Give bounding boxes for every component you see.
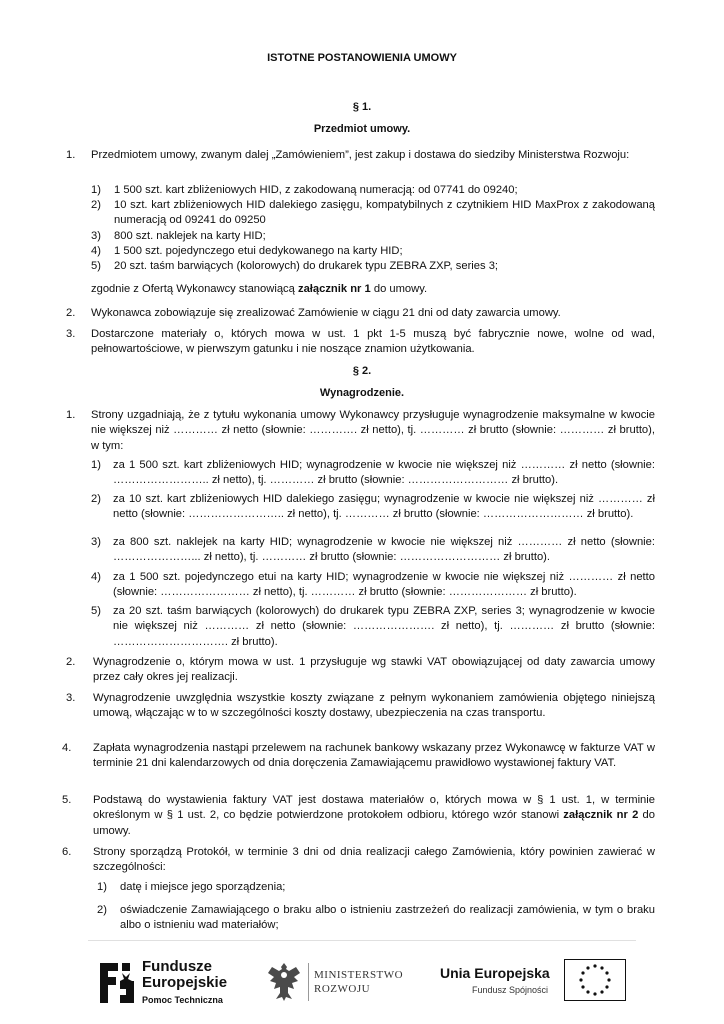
s1-p3-number: 3.	[66, 328, 76, 340]
s1-p2-number: 2.	[66, 307, 76, 319]
eu-flag-icon	[564, 959, 626, 1001]
s2-item-1-text: za 1 500 szt. kart zbliżeniowych HID; wynagrodzenie w kwocie nie większej niż ………… zł netto (słownie: …………………….. zł netto), tj. ………… zł brutto (słownie: ……………………… zł brutto).	[113, 459, 655, 487]
s2-p5-text	[93, 793, 655, 839]
s2-p6-number: 6.	[62, 846, 72, 858]
s2-item-5-text: za 20 szt. taśm barwiących (kolorowych) do drukarek typu ZEBRA ZXP, series 3; wynagrodzenie w kwocie nie większej niż ………… zł netto (słownie: …………………. zł netto), tj. ………… zł brutto (słownie: …………………………. zł brutto).	[113, 605, 655, 648]
s2-item-4-number: 4)	[91, 571, 101, 583]
footer-logos	[88, 940, 636, 1021]
s1-p3-text: Dostarczone materiały o, których mowa w ust. 1 pkt 1-5 muszą być fabrycznie nowe, wolne od wad, pełnowartościowe, w pierwszym gatunku i nie noszące znamion użytkowania.	[91, 328, 655, 356]
s1-item-3-number: 3)	[91, 230, 101, 242]
unia-europejska-logo	[440, 959, 630, 1011]
s1-p2-text: Wykonawca zobowiązuje się zrealizować Zamówienie w ciągu 21 dni od daty zawarcia umowy.	[91, 307, 561, 319]
s1-p1-number: 1.	[66, 149, 76, 161]
mr-line-1: MINISTERSTWO	[314, 969, 404, 981]
ue-line-2: Fundusz Spójności	[472, 985, 549, 995]
s2-item-4-text: za 1 500 szt. pojedynczego etui na karty HID; wynagrodzenie w kwocie nie większej niż ………… zł netto (słownie: …………………… zł netto), tj. ………… zł brutto (słownie: ………………… zł brutto).	[113, 571, 655, 599]
s2-p5-text-c: do umowy.	[93, 809, 655, 837]
s2-p3-number: 3.	[66, 692, 76, 704]
s2-p6-item-1-text: datę i miejsce jego sporządzenia;	[120, 881, 286, 893]
s1-item-2-text: 10 szt. kart zbliżeniowych HID dalekiego zasięgu, kompatybilnych z czytnikiem HID MaxProx z zakodowaną numeracją od 09241 do 09250	[114, 199, 655, 227]
fe-line-2: Europejskie	[142, 974, 228, 991]
s1-item-1-text: 1 500 szt. kart zbliżeniowych HID, z zakodowaną numeracją: od 07741 do 09240;	[114, 184, 518, 196]
s1-offer-reference	[91, 282, 655, 297]
ue-line-1: Unia Europejska	[440, 965, 550, 981]
s1-item-4-number: 4)	[91, 245, 101, 257]
s2-p6-item-2-number: 2)	[97, 904, 107, 916]
mr-line-2: ROZWOJU	[314, 983, 371, 995]
document-title: ISTOTNE POSTANOWIENIA UMOWY	[267, 52, 457, 64]
s2-p1-number: 1.	[66, 409, 76, 421]
s2-p2-text: Wynagrodzenie o, którym mowa w ust. 1 przysługuje wg stawki VAT obowiązującej od daty zawarcia umowy przez cały okres jej realizacji.	[93, 656, 655, 684]
s1-item-2-number: 2)	[91, 199, 101, 211]
s1-item-3-text: 800 szt. naklejek na karty HID;	[114, 230, 266, 242]
s2-p5-text-a: Podstawą do wystawienia faktury VAT jest dostawa materiałów o, których mowa w § 1 ust. 1, w terminie określonym w § 1 ust. 2, co będzie potwierdzone protokołem odbioru, którego wzór stanowi	[93, 794, 655, 822]
s2-p3-text: Wynagrodzenie uwzględnia wszystkie koszty związane z pełnym wykonaniem zamówienia objętego niniejszą umową, włączając w to w szczególności koszty dostawy, ubezpieczenia na czas transportu.	[93, 692, 655, 720]
s2-p6-item-1-number: 1)	[97, 881, 107, 893]
s2-p4-text: Zapłata wynagrodzenia nastąpi przelewem na rachunek bankowy wskazany przez Wykonawcę w fakturze VAT w terminie 21 dni kalendarzowych od dnia doręczenia Zamawiającemu prawidłowo wystawionej faktury VAT.	[93, 742, 655, 770]
s2-p6-item-2-text: oświadczenie Zamawiającego o braku albo o istnieniu zastrzeżeń do realizacji zamówienia, w tym o braku albo o istnieniu wad materiałów;	[120, 904, 655, 932]
ministry-divider	[308, 963, 309, 1001]
section-1-subtitle: Przedmiot umowy.	[313, 123, 411, 135]
s2-p6-text: Strony sporządzą Protokół, w terminie 3 dni od dnia realizacji całego Zamówienia, który powinien zawierać w szczególności:	[93, 846, 655, 874]
s2-item-5-number: 5)	[91, 605, 101, 617]
fe-line-3: Pomoc Techniczna	[142, 995, 223, 1005]
fundusze-europejskie-icon	[96, 959, 136, 1007]
eagle-emblem-icon	[266, 961, 302, 1003]
s2-p1-text: Strony uzgadniają, że z tytułu wykonania umowy Wykonawcy przysługuje wynagrodzenie maksymalne w kwocie nie większej niż ………… zł netto (słownie: …………. zł netto), tj. ………… zł brutto (słownie: ………… zł brutto), w tym:	[91, 409, 655, 452]
s2-item-2-number: 2)	[91, 493, 101, 505]
s1-item-5-number: 5)	[91, 260, 101, 272]
ministerstwo-rozwoju-logo	[266, 955, 416, 1011]
s1-offer-text-a: zgodnie z Ofertą Wykonawcy stanowiącą	[91, 283, 298, 295]
s1-offer-text-c: do umowy.	[370, 283, 428, 295]
s2-item-1-number: 1)	[91, 459, 101, 471]
s1-item-4-text: 1 500 szt. pojedynczego etui dedykowanego na karty HID;	[114, 245, 403, 257]
s2-item-2-text: za 10 szt. kart zbliżeniowych HID dalekiego zasięgu; wynagrodzenie w kwocie nie większej niż ………… zł netto (słownie: …………………….. zł netto), tj. ………… zł brutto (słownie: ……………………… zł brutto).	[113, 493, 655, 521]
section-1-heading: § 1.	[352, 101, 372, 113]
fe-line-1: Fundusze	[142, 958, 212, 975]
s1-attachment-1-ref: załącznik nr 1	[297, 283, 371, 295]
s1-item-1-number: 1)	[91, 184, 101, 196]
s2-attachment-2-ref: załącznik nr 2	[563, 809, 639, 822]
s2-p2-number: 2.	[66, 656, 76, 668]
s2-item-3-text: za 800 szt. naklejek na karty HID; wynagrodzenie w kwocie nie większej niż ………… zł netto (słownie: …………………... zł netto), tj. ………… zł brutto (słownie: ……………………… zł brutto).	[113, 536, 655, 564]
s2-p5-number: 5.	[62, 794, 72, 806]
section-2-subtitle: Wynagrodzenie.	[319, 387, 405, 399]
s1-item-5-text: 20 szt. taśm barwiących (kolorowych) do drukarek typu ZEBRA ZXP, series 3;	[114, 260, 499, 272]
fundusze-europejskie-logo	[96, 953, 256, 1013]
s1-p1-text: Przedmiotem umowy, zwanym dalej „Zamówieniem”, jest zakup i dostawa do siedziby Ministerstwa Rozwoju:	[91, 149, 630, 161]
section-2-heading: § 2.	[352, 365, 372, 377]
s2-p4-number: 4.	[62, 742, 72, 754]
s2-item-3-number: 3)	[91, 536, 101, 548]
